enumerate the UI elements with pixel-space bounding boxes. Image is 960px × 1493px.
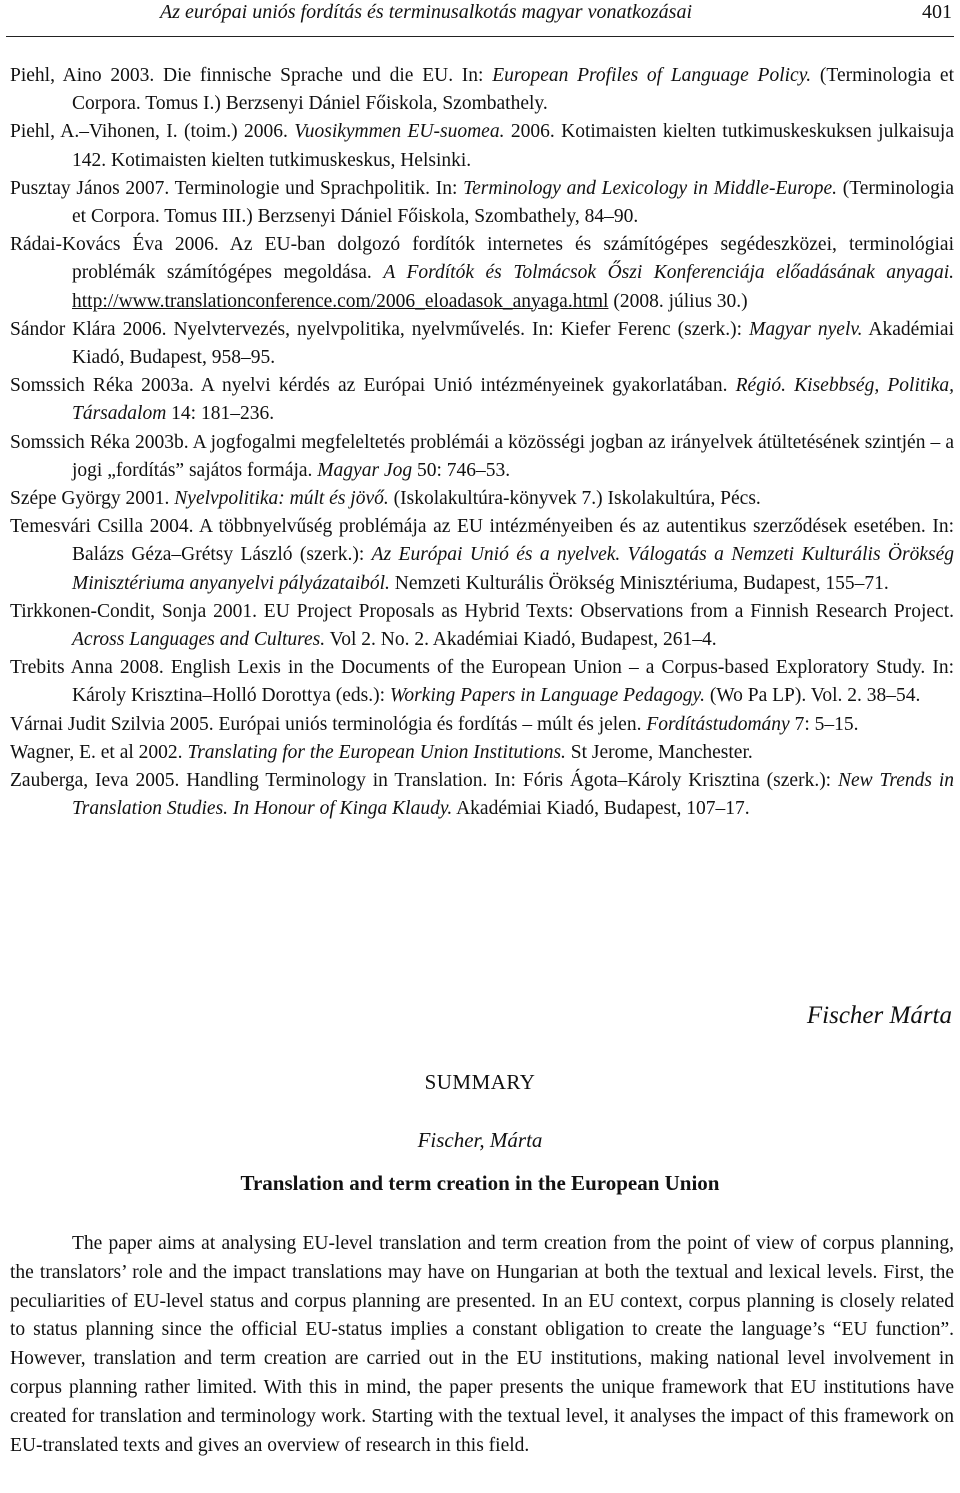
reference-text: A Fordítók és Tolmácsok Őszi Konferenciája előadásának anyagai. <box>383 262 954 284</box>
reference-text: Akadémiai Kiadó, Budapest, 107–17. <box>452 798 750 820</box>
author-signature: Fischer Márta <box>806 1002 952 1029</box>
summary-author: Fischer, Márta <box>417 1128 543 1152</box>
reference-text: Nemzeti Kulturális Örökség Minisztériuma, Budapest, 155–71. <box>389 572 889 594</box>
reference-text: St Jerome, Manchester. <box>565 741 753 763</box>
reference-text: European Profiles of Language Policy. <box>492 65 812 86</box>
reference-text: Rádai-Kovács Éva 2006. Az EU-ban dolgozó fordítók internetes és számítógépes segédeszközei, terminológiai problémák számítógépes megoldása. <box>10 234 954 284</box>
reference-text: Zauberga, Ieva 2005. Handling Terminology in Translation. In: Fóris Ágota–Károly Krisztina (szerk.): <box>10 770 838 792</box>
reference-text: Vol 2. No. 2. Akadémiai Kiadó, Budapest, 261–4. <box>325 629 717 651</box>
reference-entry <box>10 316 954 372</box>
running-header <box>0 0 960 36</box>
reference-text: 50: 746–53. <box>412 459 511 481</box>
reference-text: Fordítástudomány <box>646 713 790 735</box>
reference-entry <box>10 767 954 823</box>
reference-list <box>10 62 954 823</box>
reference-text: Akadémiai Kiadó, Budapest, 958–95. <box>72 318 954 369</box>
reference-text: Tirkkonen-Condit, Sonja 2001. EU Project Proposals as Hybrid Texts: Observations from a Finnish Research Project. <box>10 600 954 622</box>
reference-entry <box>10 372 954 428</box>
reference-entry <box>10 175 954 231</box>
reference-text: Sándor Klára 2006. Nyelvtervezés, nyelvpolitika, nyelvművelés. In: Kiefer Ferenc (szerk.): <box>10 318 750 340</box>
reference-text: Somssich Réka 2003a. A nyelvi kérdés az Európai Unió intézményeinek gyakorlatában. <box>10 375 736 397</box>
reference-text: (2008. július 30.) <box>608 290 748 312</box>
summary-heading: SUMMARY <box>424 1070 536 1094</box>
reference-text: Nyelvpolitika: múlt és jövő. <box>174 488 389 510</box>
reference-text: Translating for the European Union Institutions. <box>187 741 566 763</box>
reference-text: Somssich Réka 2003b. A jogfogalmi megfeleltetés problémái a közösségi jogban az irányelvek átültetésének szintjén – a jogi „fordítás” sajátos formája. <box>10 431 954 481</box>
running-header-title: Az európai uniós fordítás és terminusalkotás magyar vonatkozásai <box>160 1 693 23</box>
reference-text: Pusztay János 2007. Terminologie und Sprachpolitik. In: <box>10 177 464 199</box>
reference-text: Régió. Kisebbség, Politika, Társadalom <box>72 375 954 425</box>
reference-entry <box>10 654 954 710</box>
reference-text: (Wo Pa LP). Vol. 2. 38–54. <box>704 685 921 707</box>
reference-text: Az Európai Unió és a nyelvek. Válogatás a Nemzeti Kulturális Örökség Minisztériuma anyanyelvi pályázataiból. <box>72 544 954 594</box>
reference-text: Wagner, E. et al 2002. <box>10 741 188 763</box>
reference-text: Across Languages and Cultures. <box>72 629 326 651</box>
reference-text: Terminology and Lexicology in Middle-Europe. <box>463 177 838 199</box>
reference-text: (Iskolakultúra-könyvek 7.) Iskolakultúra, Pécs. <box>388 488 761 510</box>
summary-body: The paper aims at analysing EU-level translation and term creation from the point of view of corpus planning, the translators’ role and the impact translations may have on Hungarian at both the textual and lexical levels. First, the peculiarities of EU-level status and corpus planning are presented. In an EU context, corpus planning is closely related to status planning since the official EU-status implies a constant obligation to create the language’s “EU function”. However, translation and term creation are carried out in the EU institutions, making national level involvement in corpus planning rather limited. With this in mind, the paper presents the unique framework that EU institutions have created for translation and terminology work. Starting with the textual level, it analyses the impact of this framework on EU-translated texts and gives an overview of research in this field. <box>10 1233 954 1456</box>
reference-text: 2006. Kotimaisten kielten tutkimuskeskuksen julkaisuja 142. Kotimaisten kielten tutkimuskeskus, Helsinki. <box>72 121 955 171</box>
summary-title: Translation and term creation in the European Union <box>240 1171 720 1195</box>
reference-entry <box>10 711 954 739</box>
reference-entry <box>10 513 954 598</box>
header-divider <box>6 36 954 37</box>
reference-entry <box>10 62 954 118</box>
reference-text: New Trends in Translation Studies. In Honour of Kinga Klaudy. <box>72 770 955 820</box>
reference-text: Szépe György 2001. <box>10 488 175 510</box>
reference-entry <box>10 429 954 485</box>
reference-text: Várnai Judit Szilvia 2005. Európai uniós terminológia és fordítás – múlt és jelen. <box>10 713 647 735</box>
reference-text: (Terminologia et Corpora. Tomus III.) Berzsenyi Dániel Főiskola, Szombathely, 84–90. <box>72 177 954 228</box>
reference-entry <box>10 118 954 174</box>
reference-text: Piehl, Aino 2003. Die finnische Sprache und die EU. In: <box>10 65 493 86</box>
reference-text: Temesvári Csilla 2004. A többnyelvűség problémája az EU intézményeiben és az autentikus szerződések esetében. In: Balázs Géza–Grétsy László (szerk.): <box>10 516 954 566</box>
reference-entry <box>10 598 954 654</box>
reference-text: Magyar nyelv. <box>749 318 863 340</box>
reference-text: Magyar Jog <box>317 459 413 481</box>
reference-text: Vuosikymmen EU-suomea. <box>294 121 505 143</box>
reference-entry <box>10 739 954 767</box>
page-number: 401 <box>922 1 952 23</box>
reference-text: (Terminologia et Corpora. Tomus I.) Berzsenyi Dániel Főiskola, Szombathely. <box>72 65 954 115</box>
reference-text: Trebits Anna 2008. English Lexis in the Documents of the European Union – a Corpus-based Exploratory Study. In: Károly Krisztina–Holló Dorottya (eds.): <box>10 657 954 707</box>
reference-entry <box>10 485 954 513</box>
reference-text: Working Papers in Language Pedagogy. <box>389 685 705 707</box>
reference-entry <box>10 231 954 316</box>
reference-url[interactable]: http://www.translationconference.com/2006_eloadasok_anyaga.html <box>72 290 609 312</box>
reference-text: 14: 181–236. <box>166 403 275 425</box>
reference-text: 7: 5–15. <box>789 713 859 735</box>
reference-text: Piehl, A.–Vihonen, I. (toim.) 2006. <box>10 121 295 143</box>
